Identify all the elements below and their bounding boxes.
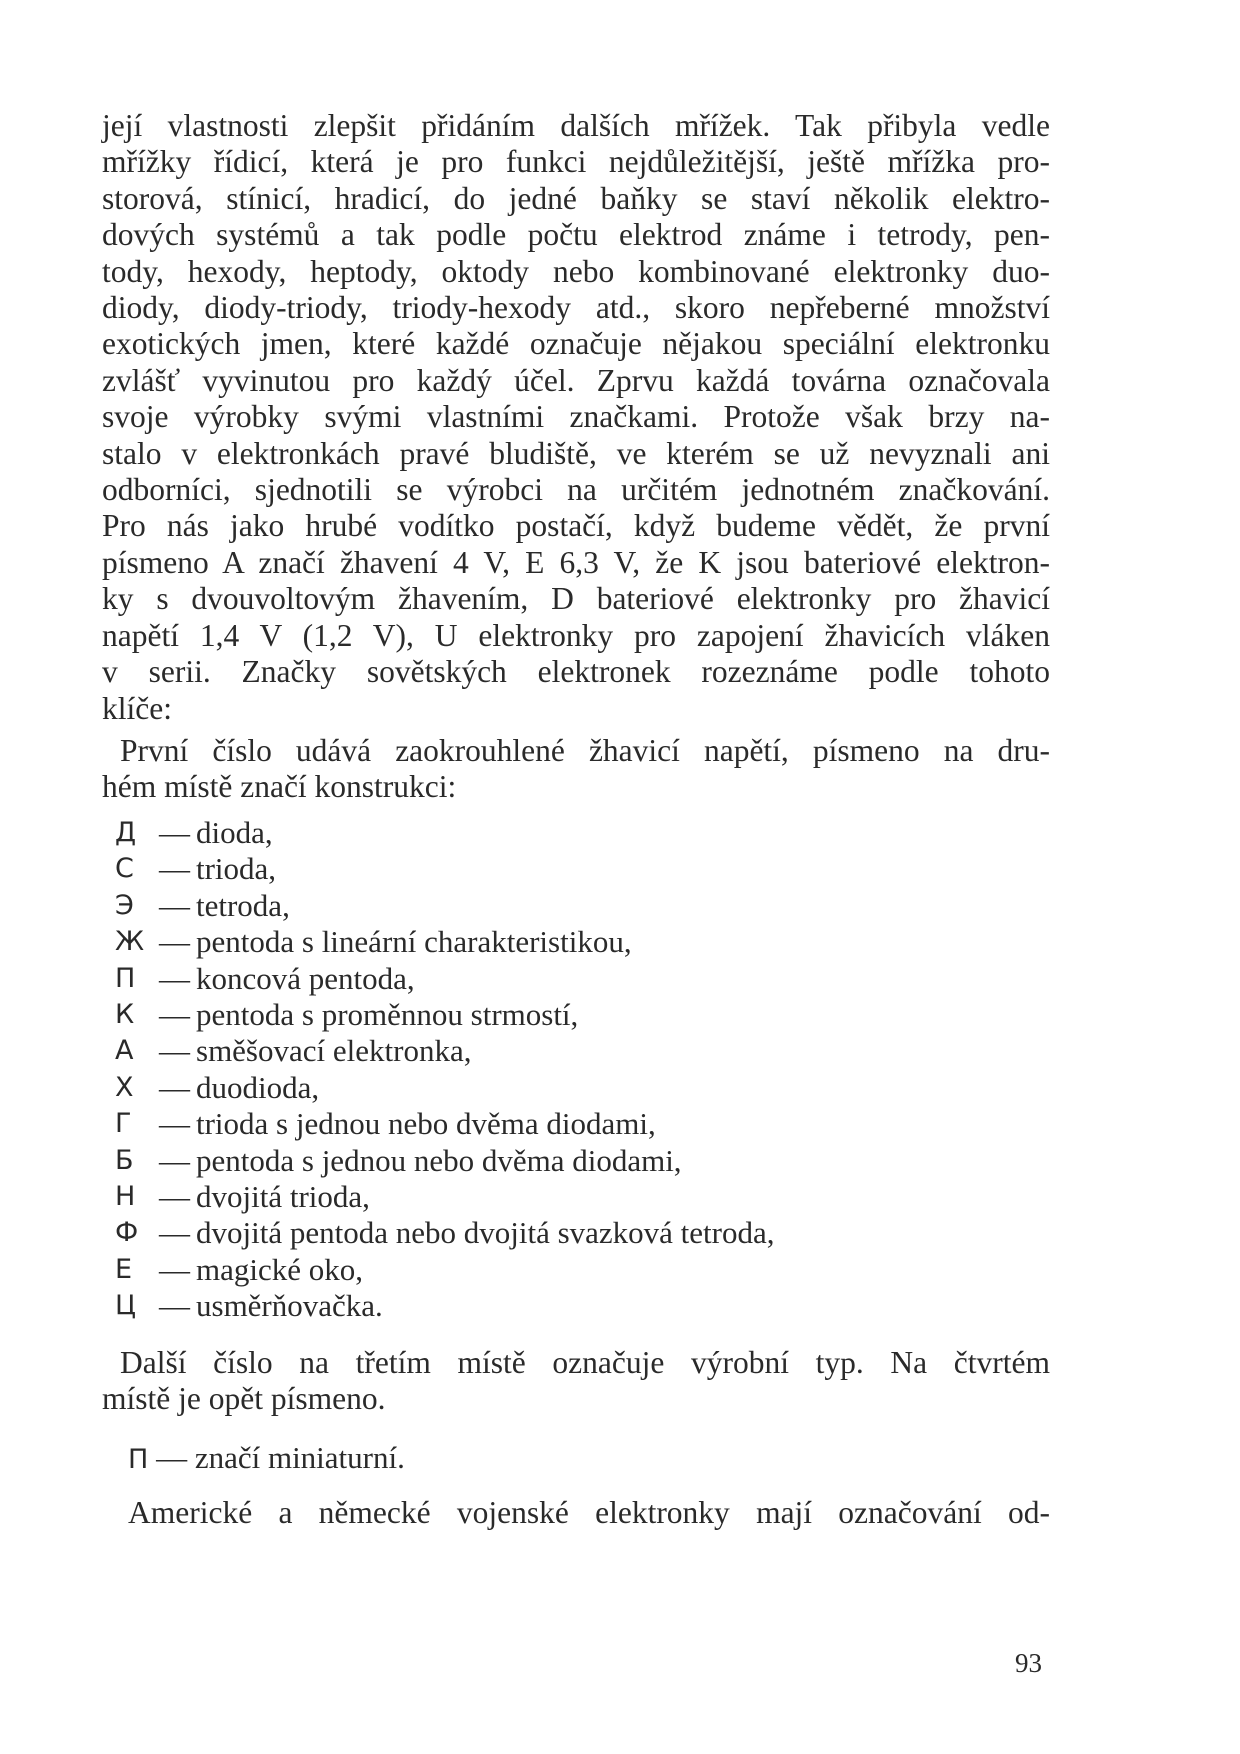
code-symbol: Ж — [115, 926, 145, 958]
text-line: klíče: — [102, 690, 172, 726]
code-description: pentoda s lineární charakteristikou, — [196, 924, 632, 960]
paragraph-type — [102, 1345, 1050, 1418]
code-dash: — — [159, 1106, 190, 1142]
code-description: dvojitá trioda, — [196, 1179, 370, 1215]
code-description: usměrňovačka. — [196, 1288, 383, 1324]
code-row — [115, 1033, 775, 1069]
code-dash: — — [159, 1251, 190, 1287]
code-row — [115, 888, 775, 924]
paragraph-construction — [102, 733, 1050, 806]
code-row — [115, 997, 775, 1033]
code-dash: — — [159, 1288, 190, 1324]
code-row — [115, 1179, 775, 1215]
text-line: její vlastnosti zlepšit přidáním dalších mřížek. Tak přibyla vedle — [102, 108, 1050, 143]
code-row — [115, 815, 775, 851]
code-description: dvojitá pentoda nebo dvojitá svazková tetroda, — [196, 1215, 775, 1251]
text-line: První číslo udává zaokrouhlené žhavicí napětí, písmeno na dru- — [120, 732, 1050, 768]
code-row — [115, 1106, 775, 1142]
code-symbol: К — [115, 999, 135, 1031]
code-description: trioda s jednou nebo dvěma diodami, — [196, 1106, 656, 1142]
code-dash: — — [159, 851, 190, 887]
code-symbol: С — [115, 853, 134, 885]
miniature-note — [128, 1440, 405, 1476]
code-list — [115, 815, 775, 1325]
text-line: ky s dvouvoltovým žhavením, D bateriové elektronky pro žhavicí — [102, 581, 1050, 617]
code-row — [115, 1288, 775, 1324]
code-symbol: Х — [115, 1071, 134, 1103]
code-description: dioda, — [196, 815, 273, 850]
code-symbol: Е — [115, 1253, 133, 1285]
text-line: diody, diody-triody, triody-hexody atd., skoro nepřeberné množství — [102, 290, 1050, 326]
code-symbol: Г — [115, 1108, 132, 1140]
code-row — [115, 924, 775, 960]
text-line: hém místě značí konstrukci: — [102, 769, 457, 805]
text-line: mřížky řídicí, která je pro funkci nejdůležitější, ještě mřížka pro- — [102, 144, 1050, 180]
code-description: směšovací elektronka, — [196, 1033, 472, 1069]
text-line: odborníci, sjednotili se výrobci na určitém jednotném značkování. — [102, 472, 1050, 508]
code-dash: — — [159, 1142, 190, 1178]
code-dash: — — [159, 887, 190, 923]
code-dash: — — [156, 1440, 188, 1475]
code-symbol: Э — [115, 889, 134, 921]
code-description: magické oko, — [196, 1251, 364, 1287]
code-description: pentoda s jednou nebo dvěma diodami, — [196, 1142, 682, 1178]
text-line: svoje výrobky svými vlastními značkami. Protože však brzy na- — [102, 399, 1050, 435]
text-line: exotických jmen, které každé označuje nějakou speciální elektronku — [102, 326, 1050, 362]
text-line: storová, stínicí, hradicí, do jedné baňky se staví několik elektro- — [102, 180, 1050, 216]
text-line: Pro nás jako hrubé vodítko postačí, když budeme vědět, že první — [102, 508, 1050, 544]
code-description: koncová pentoda, — [196, 960, 415, 996]
code-dash: — — [159, 997, 190, 1033]
code-description: trioda, — [196, 851, 277, 887]
code-symbol: А — [115, 1035, 134, 1067]
code-symbol: Ц — [115, 1290, 136, 1322]
code-description: pentoda s proměnnou strmostí, — [196, 997, 579, 1033]
code-description: duodioda, — [196, 1069, 320, 1105]
text-line: tody, hexody, heptody, oktody nebo kombinované elektronky duo- — [102, 253, 1050, 289]
text-line: Americké a německé vojenské elektronky mají označování od- — [128, 1495, 1050, 1530]
code-symbol: Ф — [115, 1217, 139, 1249]
code-symbol: Б — [115, 1144, 134, 1176]
code-symbol: Н — [115, 1181, 136, 1213]
code-row — [115, 1143, 775, 1179]
code-dash: — — [159, 1033, 190, 1069]
paragraph-intro — [102, 108, 1050, 806]
page-number: 93 — [1015, 1648, 1042, 1678]
code-row — [115, 1252, 775, 1288]
code-row — [115, 851, 775, 887]
code-row — [115, 961, 775, 997]
paragraph-military — [128, 1495, 1050, 1531]
code-dash: — — [159, 1179, 190, 1215]
text-line: zvlášť vyvinutou pro každý účel. Zprvu každá továrna označovala — [102, 362, 1050, 398]
code-description: tetroda, — [196, 887, 290, 923]
text-line: Další číslo na třetím místě označuje výrobní typ. Na čtvrtém — [120, 1345, 1050, 1380]
text-line: v serii. Značky sovětských elektronek rozeznáme podle tohoto — [102, 654, 1050, 690]
code-row — [115, 1215, 775, 1251]
code-description: značí miniaturní. — [194, 1440, 405, 1475]
code-symbol: П — [115, 962, 136, 994]
code-row — [115, 1070, 775, 1106]
code-dash: — — [159, 924, 190, 960]
code-dash: — — [159, 960, 190, 996]
text-line: stalo v elektronkách pravé bludiště, ve kterém se už nevyznali ani — [102, 435, 1050, 471]
code-dash: — — [159, 815, 190, 850]
text-line: dových systémů a tak podle počtu elektrod známe i tetrody, pen- — [102, 217, 1050, 253]
code-symbol: П — [128, 1444, 149, 1475]
text-line: napětí 1,4 V (1,2 V), U elektronky pro zapojení žhavicích vláken — [102, 617, 1050, 653]
text-line: písmeno A značí žhavení 4 V, E 6,3 V, že K jsou bateriové elektron- — [102, 544, 1050, 580]
text-line: místě je opět písmeno. — [102, 1381, 386, 1417]
code-dash: — — [159, 1215, 190, 1251]
code-dash: — — [159, 1069, 190, 1105]
code-symbol: Д — [115, 817, 137, 848]
